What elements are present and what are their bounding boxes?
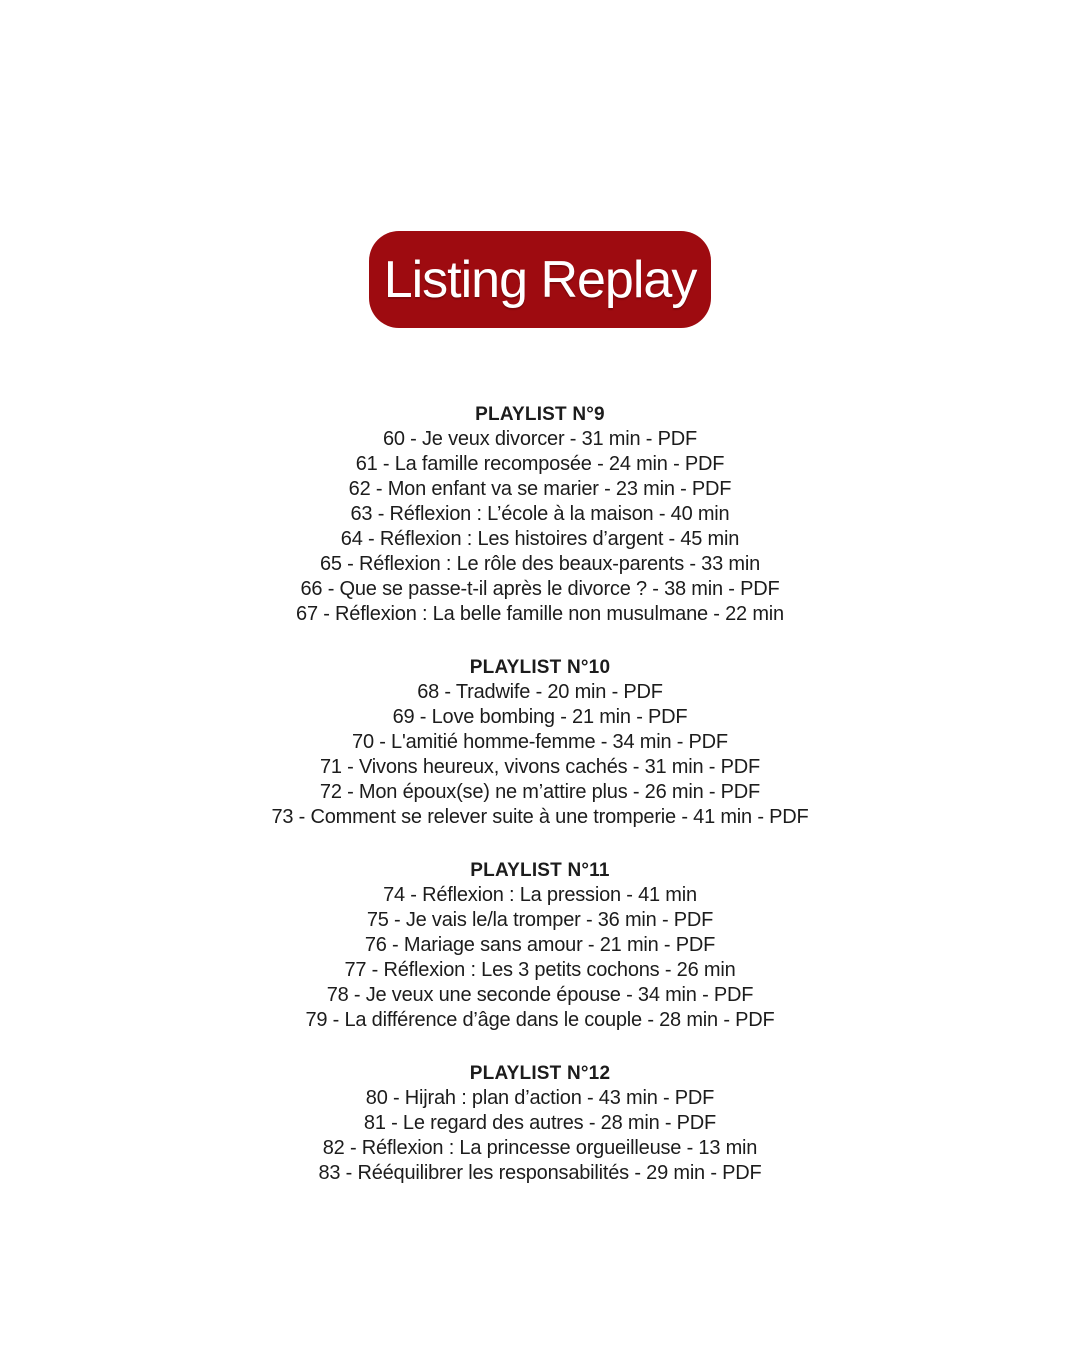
playlist-title: PLAYLIST N°12	[469, 1063, 611, 1084]
playlist-section	[271, 1061, 808, 1186]
playlist-item: 72 - Mon époux(se) ne m’attire plus - 26 min - PDF	[319, 781, 761, 803]
playlist-item: 66 - Que se passe-t-il après le divorce ? - 38 min - PDF	[300, 578, 780, 600]
playlist-item: 80 - Hijrah : plan d’action - 43 min - PDF	[365, 1087, 715, 1109]
playlist-listing	[271, 402, 808, 1214]
playlist-item: 71 - Vivons heureux, vivons cachés - 31 min - PDF	[319, 756, 761, 778]
playlist-section	[271, 655, 808, 830]
playlist-item: 82 - Réflexion : La princesse orgueilleuse - 13 min	[322, 1137, 758, 1159]
playlist-item: 83 - Rééquilibrer les responsabilités - 29 min - PDF	[318, 1162, 762, 1184]
playlist-item: 68 - Tradwife - 20 min - PDF	[417, 681, 663, 703]
playlist-item: 81 - Le regard des autres - 28 min - PDF	[363, 1112, 717, 1134]
playlist-item: 77 - Réflexion : Les 3 petits cochons - 26 min	[344, 959, 736, 981]
playlist-item: 69 - Love bombing - 21 min - PDF	[392, 706, 688, 728]
playlist-item: 73 - Comment se relever suite à une tromperie - 41 min - PDF	[271, 806, 809, 828]
playlist-item: 60 - Je veux divorcer - 31 min - PDF	[382, 428, 697, 450]
playlist-item: 63 - Réflexion : L’école à la maison - 40 min	[350, 503, 730, 525]
playlist-title: PLAYLIST N°9	[475, 404, 605, 425]
playlist-item: 62 - Mon enfant va se marier - 23 min - PDF	[348, 478, 732, 500]
playlist-item: 78 - Je veux une seconde épouse - 34 min - PDF	[326, 984, 754, 1006]
badge-label: Listing Replay	[383, 250, 697, 309]
playlist-item: 61 - La famille recomposée - 24 min - PDF	[355, 453, 725, 475]
listing-replay-badge	[369, 231, 711, 328]
playlist-title: PLAYLIST N°11	[470, 860, 610, 881]
playlist-section	[271, 402, 808, 627]
playlist-item: 70 - L'amitié homme-femme - 34 min - PDF	[352, 731, 728, 753]
playlist-title: PLAYLIST N°10	[469, 657, 611, 678]
playlist-item: 79 - La différence d’âge dans le couple - 28 min - PDF	[305, 1009, 775, 1031]
playlist-item: 75 - Je vais le/la tromper - 36 min - PDF	[366, 909, 714, 931]
playlist-item: 76 - Mariage sans amour - 21 min - PDF	[364, 934, 716, 956]
playlist-item: 74 - Réflexion : La pression - 41 min	[383, 884, 697, 906]
playlist-item: 65 - Réflexion : Le rôle des beaux-parents - 33 min	[319, 553, 761, 575]
playlist-item: 67 - Réflexion : La belle famille non musulmane - 22 min	[296, 603, 784, 625]
playlist-item: 64 - Réflexion : Les histoires d’argent - 45 min	[340, 528, 740, 550]
playlist-section	[271, 858, 808, 1033]
